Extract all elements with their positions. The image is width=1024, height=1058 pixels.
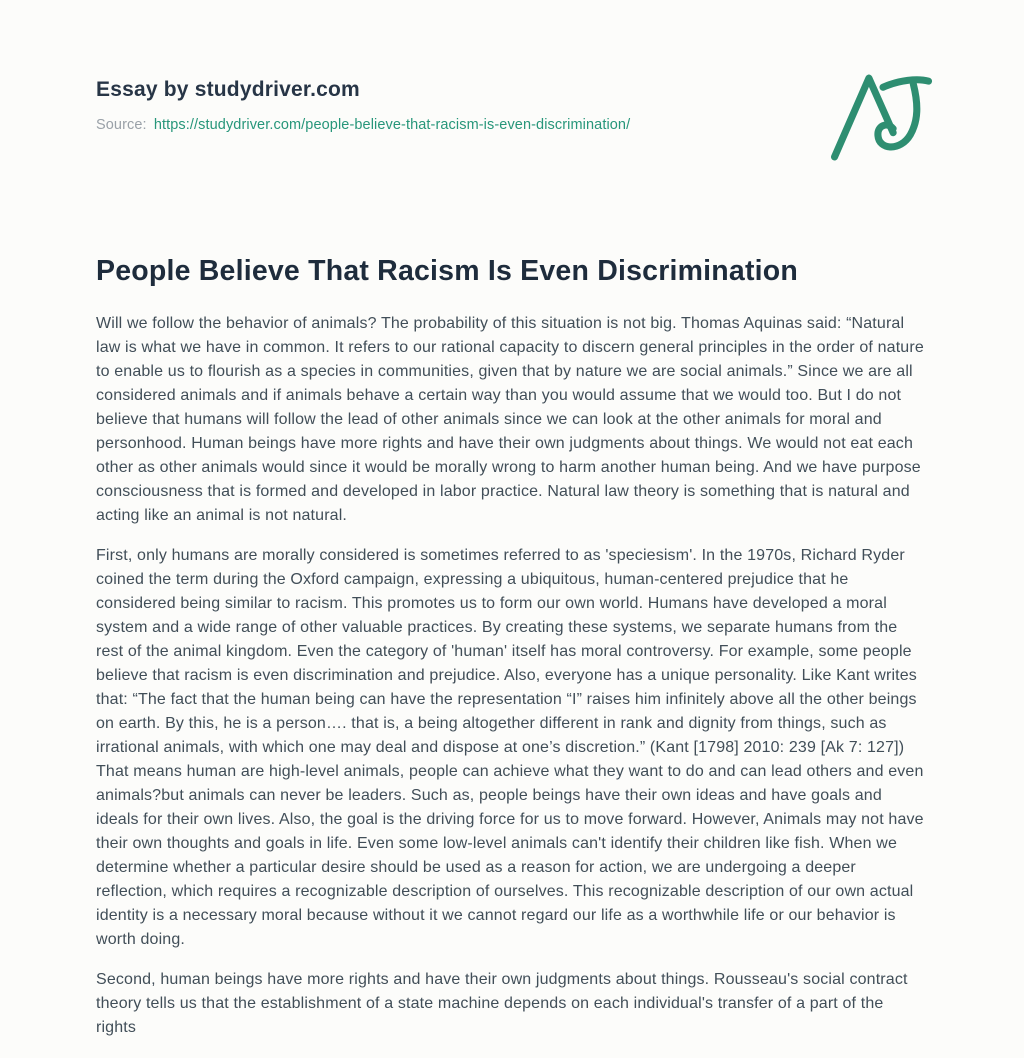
source-label: Source: [96,117,147,133]
essay-paragraph-3: Second, human beings have more rights and have their own judgments about things. Rousseau's social contract theory tells us that the establishment of a state machine depends on each individual's transfer of a part of the rights [96,971,908,1036]
essay-paragraph-1: Will we follow the behavior of animals? The probability of this situation is not big. Thomas Aquinas said: “Natural law is what we have in common. It refers to our rational capacity to discern general principles in the order of nature to enable us to flourish as a species in communities, given that by nature we are social animals.” Since we are all considered animals and if animals behave a certain way than you would assume that we would too. But I do not believe that humans will follow the lead of other animals since we can look at the other animals for moral and personhood. Human beings have more rights and have their own judgments about things. We would not eat each other as other animals would since it would be morally wrong to harm another human being. And we have purpose consciousness that is formed and developed in labor practice. Natural law theory is something that is natural and acting like an animal is not natural. [96,315,924,524]
essay-title: People Believe That Racism Is Even Discrimination [96,255,798,287]
essay-paragraph-2: First, only humans are morally considered is sometimes referred to as 'speciesism'. In the 1970s, Richard Ryder coined the term during the Oxford campaign, expressing a ubiquitous, human-centered prejudice that he considered being similar to racism. This promotes us to form our own world. Humans have developed a moral system and a wide range of other valuable practices. By creating these systems, we separate humans from the rest of the animal kingdom. Even the category of 'human' itself has moral controversy. For example, some people believe that racism is even discrimination and prejudice. Also, everyone has a unique personality. Like Kant writes that: “The fact that the human being can have the representation “I” raises him infinitely above all the other beings on earth. By this, he is a person…. that is, a being altogether different in rank and dignity from things, such as irrational animals, with which one may deal and dispose at one’s discretion.” (Kant [1798] 2010: 239 [Ak 7: 127]) That means human are high-level animals, people can achieve what they want to do and can lead others and even animals?but animals can never be leaders. Such as, people beings have their own ideas and have goals and ideals for their own lives. Also, the goal is the driving force for us to move forward. However, Animals may not have their own thoughts and goals in life. Even some low-level animals can't identify their children like fish. When we determine whether a particular desire should be used as a reason for action, we are undergoing a deeper reflection, which requires a recognizable description of ourselves. This recognizable description of our own actual identity is a necessary moral because without it we cannot regard our life as a worthwhile life or our behavior is worth doing. [96,547,924,948]
essay-body [96,312,928,1040]
studydriver-logo [824,68,936,164]
source-line [96,117,928,133]
byline: Essay by studydriver.com [96,78,360,101]
source-link[interactable]: https://studydriver.com/people-believe-that-racism-is-even-discrimination/ [153,117,631,133]
aj-monogram-icon [824,68,936,164]
